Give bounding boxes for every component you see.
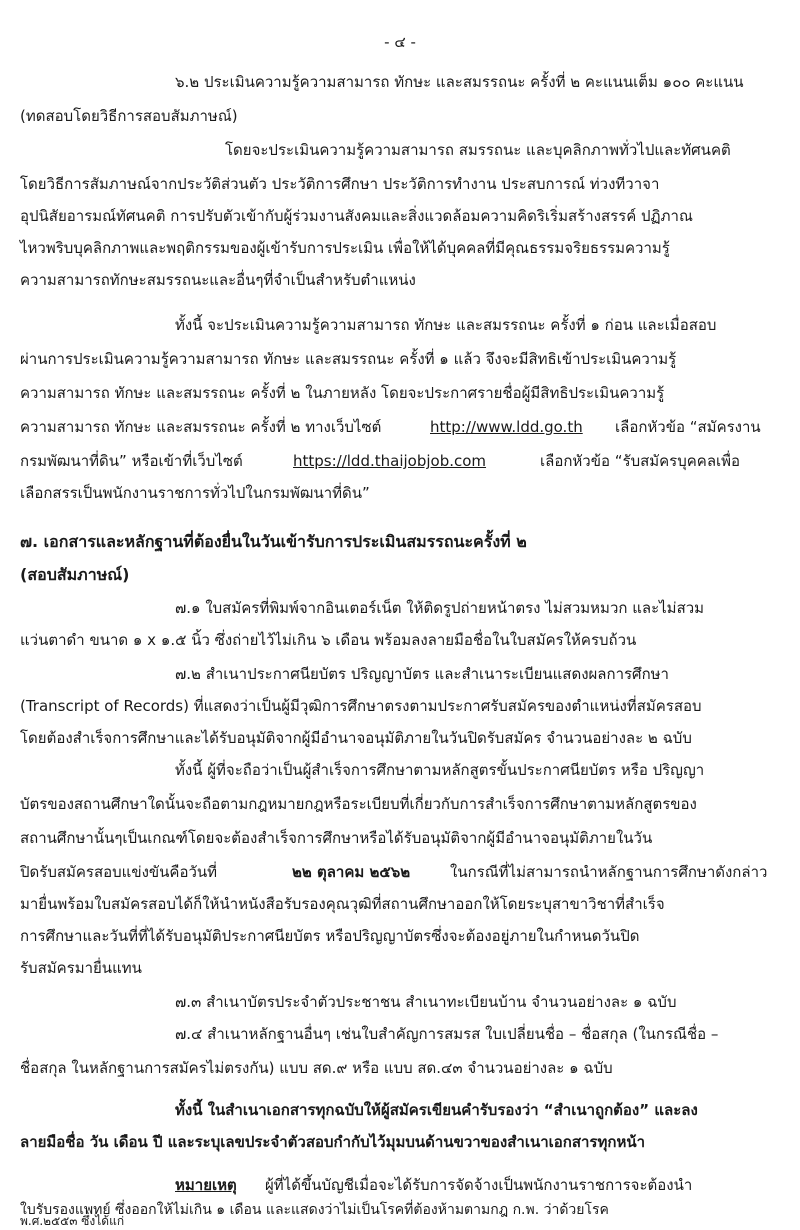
closing-date: ๒๒ ตุลาคม ๒๕๖๒ <box>292 863 411 881</box>
s6-2-line-4: โดยวิธีการสัมภาษณ์จากประวัติส่วนตัว ประวัติการศึกษา ประวัติการทำงาน ประสบการณ์ ท่วงทีวาจา <box>20 175 660 193</box>
note-line-5-tail: เลือกหัวข้อ “รับสมัครบุคคลเพื่อ <box>540 452 741 470</box>
item-7-1-line-1: ๗.๑ ใบสมัครที่พิมพ์จากอินเตอร์เน็ต ให้ติดรูปถ่ายหน้าตรง ไม่สวมหมวก และไม่สวม <box>175 599 705 617</box>
note-line-5: กรมพัฒนาที่ดิน” หรือเข้าที่เว็บไซต์ <box>20 452 243 470</box>
certification-note-line-1: ทั้งนี้ ในสำเนาเอกสารทุกฉบับให้ผู้สมัครเขียนคำรับรองว่า “สำเนาถูกต้อง” และลง <box>175 1101 698 1119</box>
s6-2-line-2: (ทดสอบโดยวิธีการสอบสัมภาษณ์) <box>20 107 238 125</box>
page-number: - ๔ - <box>384 33 416 51</box>
note-line-4-tail: เลือกหัวข้อ “สมัครงาน <box>615 418 761 436</box>
note-line-3: ความสามารถ ทักษะ และสมรรถนะ ครั้งที่ ๒ ในภายหลัง โดยจะประกาศรายชื่อผู้มีสิทธิประเมินความรู้ <box>20 384 665 402</box>
remark-line-1: ผู้ที่ได้ขึ้นบัญชีเมื่อจะได้รับการจัดจ้างเป็นพนักงานราชการจะต้องนำ <box>265 1176 693 1194</box>
certification-note-line-2: ลายมือชื่อ วัน เดือน ปี และระบุเลขประจำตัวสอบกำกับไว้มุมบนด้านขวาของสำเนาเอกสารทุกหน้า <box>20 1133 646 1151</box>
note-line-6: เลือกสรรเป็นพนักงานราชการทั่วไปในกรมพัฒนาที่ดิน” <box>20 484 370 502</box>
item-7-2-line-2: (Transcript of Records) ที่แสดงว่าเป็นผู้มีวุฒิการศึกษาตรงตามประกาศรับสมัครของตำแหน่งที่สมัครสอบ <box>20 697 702 715</box>
remark-label: หมายเหตุ <box>175 1176 237 1194</box>
remark-line-2: ใบรับรองแพทย์ ซึ่งออกให้ไม่เกิน ๑ เดือน และแสดงว่าไม่เป็นโรคที่ต้องห้ามตามกฎ ก.พ. ว่าด้วยโรค <box>20 1202 609 1218</box>
item-7-2-note-line-2: บัตรของสถานศึกษาใดนั้นจะถือตามกฎหมายกฎหรือระเบียบที่เกี่ยวกับการสำเร็จการศึกษาตามหลักสูตรของ <box>20 795 697 813</box>
s6-2-line-5: อุปนิสัยอารมณ์ทัศนคติ การปรับตัวเข้ากับผู้ร่วมงานสังคมและสิ่งแวดล้อมความคิดริเริ่มสร้างสรรค์ ปฏิภาณ <box>20 207 693 225</box>
item-7-2-line-1: ๗.๒ สำเนาประกาศนียบัตร ปริญญาบัตร และสำเนาระเบียนแสดงผลการศึกษา <box>175 665 669 683</box>
item-7-1-line-2: แว่นตาดำ ขนาด ๑ x ๑.๕ นิ้ว ซึ่งถ่ายไว้ไม่เกิน ๖ เดือน พร้อมลงลายมือชื่อในใบสมัครให้ครบถ้วน <box>20 631 637 649</box>
item-7-2-note-line-7: รับสมัครมายื่นแทน <box>20 959 142 977</box>
s6-2-line-3: โดยจะประเมินความรู้ความสามารถ สมรรถนะ และบุคลิกภาพทั่วไปและทัศนคติ <box>225 141 731 159</box>
item-7-2-note-line-3: สถานศึกษานั้นๆเป็นเกณฑ์โดยจะต้องสำเร็จการศึกษาหรือได้รับอนุมัติจากผู้มีอำนาจอนุมัติภายในวัน <box>20 829 653 847</box>
note-line-4-text: ความสามารถ ทักษะ และสมรรถนะ ครั้งที่ ๒ ทางเว็บไซต์ <box>20 418 382 436</box>
item-7-4-line-2: ชื่อสกุล ในหลักฐานการสมัครไม่ตรงกัน) แบบ สด.๙ หรือ แบบ สด.๔๓ จำนวนอย่างละ ๑ ฉบับ <box>20 1059 613 1077</box>
s6-2-line-7: ความสามารถทักษะสมรรถนะและอื่นๆที่จำเป็นสำหรับตำแหน่ง <box>20 271 416 289</box>
item-7-2-note-line-4: ปิดรับสมัครสอบแข่งขันคือวันที่ <box>20 863 218 881</box>
item-7-3: ๗.๓ สำเนาบัตรประจำตัวประชาชน สำเนาทะเบียนบ้าน จำนวนอย่างละ ๑ ฉบับ <box>175 993 677 1011</box>
item-7-4-line-1: ๗.๔ สำเนาหลักฐานอื่นๆ เช่นใบสำคัญการสมรส ใบเปลี่ยนชื่อ – ชื่อสกุล (ในกรณีชื่อ – <box>175 1025 719 1043</box>
note-line-2: ผ่านการประเมินความรู้ความสามารถ ทักษะ และสมรรถนะ ครั้งที่ ๑ แล้ว จึงจะมีสิทธิเข้าประเมินความรู้ <box>20 350 677 368</box>
thaijobjob-website-link[interactable]: https://ldd.thaijobjob.com <box>293 452 487 470</box>
item-7-2-note-line-1: ทั้งนี้ ผู้ที่จะถือว่าเป็นผู้สำเร็จการศึกษาตามหลักสูตรขั้นประกาศนียบัตร หรือ ปริญญา <box>175 761 705 779</box>
section-7-heading: ๗. เอกสารและหลักฐานที่ต้องยื่นในวันเข้ารับการประเมินสมรรถนะครั้งที่ ๒ <box>20 532 527 551</box>
ldd-website-link[interactable]: http://www.ldd.go.th <box>430 418 583 436</box>
section-7-heading-cont: (สอบสัมภาษณ์) <box>20 565 130 584</box>
remark-line-3: พ.ศ.๒๕๕๓ ซึ่งได้แก่ <box>20 1214 125 1228</box>
item-7-2-line-3: โดยต้องสำเร็จการศึกษาและได้รับอนุมัติจากผู้มีอำนาจอนุมัติภายในวันปิดรับสมัคร จำนวนอย่างละ ๒ ฉบับ <box>20 729 692 747</box>
s6-2-line-1: ๖.๒ ประเมินความรู้ความสามารถ ทักษะ และสมรรถนะ ครั้งที่ ๒ คะแนนเต็ม ๑๐๐ คะแนน <box>175 73 744 91</box>
item-7-2-note-line-4-tail: ในกรณีที่ไม่สามารถนำหลักฐานการศึกษาดังกล่าว <box>450 863 768 881</box>
note-line-1: ทั้งนี้ จะประเมินความรู้ความสามารถ ทักษะ และสมรรถนะ ครั้งที่ ๑ ก่อน และเมื่อสอบ <box>175 316 717 334</box>
item-7-2-note-line-6: การศึกษาและวันที่ที่ได้รับอนุมัติประกาศนียบัตร หรือปริญญาบัตรซึ่งจะต้องอยู่ภายในกำหนดวันปิด <box>20 927 640 945</box>
s6-2-line-6: ไหวพริบบุคลิกภาพและพฤติกรรมของผู้เข้ารับการประเมิน เพื่อให้ได้บุคคลที่มีคุณธรรมจริยธรรมความรู้ <box>20 239 670 257</box>
item-7-2-note-line-5: มายื่นพร้อมใบสมัครสอบได้ก็ให้นำหนังสือรับรองคุณวุฒิที่สถานศึกษาออกให้โดยระบุสาขาวิชาที่สำเร็จ <box>20 895 665 913</box>
